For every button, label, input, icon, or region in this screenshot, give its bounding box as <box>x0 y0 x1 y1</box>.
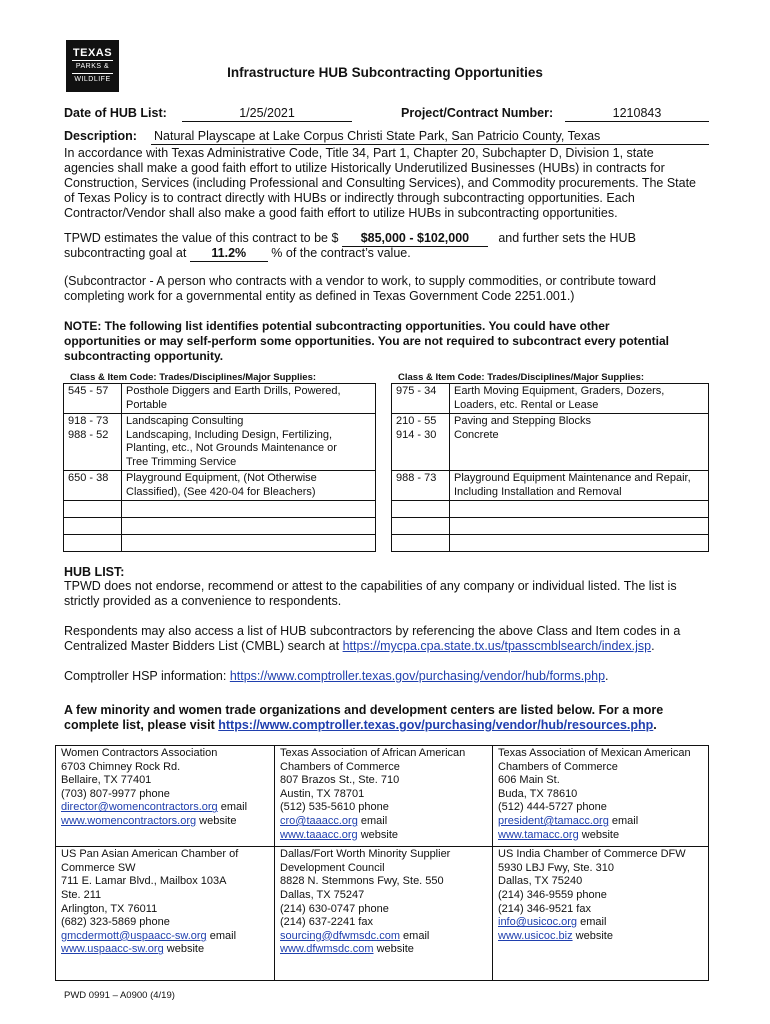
table-row <box>392 535 709 552</box>
intro-paragraph <box>64 146 714 221</box>
note-line: opportunities or may self-perform some opportunities. You are not required to subcontract every potential <box>64 334 669 348</box>
table-row <box>392 384 709 414</box>
table-row <box>64 518 376 535</box>
table-row <box>392 414 709 471</box>
hsp-link[interactable]: https://www.comptroller.texas.gov/purchasing/vendor/hub/forms.php <box>229 669 606 683</box>
class-code: 210 - 55 914 - 30 <box>392 414 450 471</box>
right-class-table <box>391 383 709 552</box>
table-row <box>392 501 709 518</box>
org-website-link[interactable]: www.taaacc.org <box>280 828 358 841</box>
table-row <box>64 535 376 552</box>
note <box>64 319 724 364</box>
org-website-link[interactable]: www.womencontractors.org <box>61 814 197 827</box>
table-row <box>56 847 709 981</box>
intro-line: In accordance with Texas Administrative Code, Title 34, Part 1, Chapter 20, Subchapter D, Division 1, state <box>64 146 654 160</box>
class-code: 975 - 34 <box>392 384 450 414</box>
subcontractor-definition <box>64 274 724 304</box>
class-code: 650 - 38 <box>64 471 122 501</box>
left-class-header: Class & Item Code: Trades/Disciplines/Major Supplies: <box>70 372 317 383</box>
project-value: 1210843 <box>565 106 709 122</box>
table-row <box>64 471 376 501</box>
goal-suffix: % of the contract’s value. <box>271 246 411 260</box>
goal-value: 11.2% <box>190 246 268 262</box>
hsp-label: Comptroller HSP information: <box>64 669 227 683</box>
org-cell: Texas Association of African American Chambers of Commerce 807 Brazos St., Ste. 710 Austin, TX 78701 (512) 535-5610 phone cro@taaacc.org email www.taaacc.org website <box>275 746 493 847</box>
definition-line: completing work for a governmental entity as defined in Texas Government Code 2251.001.) <box>64 289 575 303</box>
estimate-line <box>64 231 724 247</box>
description-value: Natural Playscape at Lake Corpus Christi State Park, San Patricio County, Texas <box>151 129 709 145</box>
logo-line3: WILDLIFE <box>74 76 111 83</box>
org-cell: US Pan Asian American Chamber of Commerce SW 711 E. Lamar Blvd., Mailbox 103A Ste. 211 Arlington, TX 76011 (682) 323-5869 phone gmcdermott@uspaacc-sw.org email www.uspaacc-sw.org website <box>56 847 275 981</box>
page-title: Infrastructure HUB Subcontracting Opportunities <box>227 65 543 80</box>
form-footer: PWD 0991 – A0900 (4/19) <box>64 990 175 1001</box>
organizations-table <box>55 745 709 981</box>
intro-line: Contractor/Vendor shall also make a good faith effort to utilize HUBs in subcontracting opportunities. <box>64 206 618 220</box>
date-label: Date of HUB List: <box>64 106 167 120</box>
org-cell: Women Contractors Association 6703 Chimney Rock Rd. Bellaire, TX 77401 (703) 807-9977 phone director@womencontractors.org email www.womencontractors.org website <box>56 746 275 847</box>
description-label: Description: <box>64 129 137 143</box>
class-description: Playground Equipment, (Not Otherwise Classified), (See 420-04 for Bleachers) <box>122 471 376 501</box>
estimate-value: $85,000 - $102,000 <box>342 231 488 247</box>
left-class-table <box>63 383 376 552</box>
class-description: Landscaping Consulting Landscaping, Including Design, Fertilizing, Planting, etc., Not Grounds Maintenance or Tree Trimming Service <box>122 414 376 471</box>
class-code: 988 - 73 <box>392 471 450 501</box>
hub-heading: HUB LIST: <box>64 565 125 579</box>
org-cell: Dallas/Fort Worth Minority Supplier Development Council 8828 N. Stemmons Fwy, Ste. 550 Dallas, TX 75247 (214) 630-0747 phone (214) 637-2241 fax sourcing@dfwmsdc.com email www.dfwmsdc.com website <box>275 847 493 981</box>
table-row <box>64 384 376 414</box>
table-row <box>392 471 709 501</box>
org-cell: Texas Association of Mexican American Chambers of Commerce 606 Main St. Buda, TX 78610 (512) 444-5727 phone president@tamacc.org email www.tamacc.org website <box>493 746 709 847</box>
class-code: 545 - 57 <box>64 384 122 414</box>
resources-link[interactable]: https://www.comptroller.texas.gov/purchasing/vendor/hub/resources.php <box>218 718 654 732</box>
estimate-prefix: TPWD estimates the value of this contract to be $ <box>64 231 339 245</box>
org-email-link[interactable]: sourcing@dfwmsdc.com <box>280 929 400 942</box>
table-row <box>56 746 709 847</box>
org-email-link[interactable]: cro@taaacc.org <box>280 814 358 827</box>
org-email-link[interactable]: info@usicoc.org <box>498 916 578 929</box>
intro-line: of Texas Policy is to contract directly with HUBs or indirectly through subcontracting opportunities. Each <box>64 191 635 205</box>
org-email-link[interactable]: president@tamacc.org <box>498 814 609 827</box>
goal-line <box>64 246 724 262</box>
note-line: subcontracting opportunity. <box>64 349 224 363</box>
org-website-link[interactable]: www.tamacc.org <box>498 828 579 841</box>
table-row <box>64 501 376 518</box>
note-line: NOTE: The following list identifies potential subcontracting opportunities. You could have other <box>64 319 610 333</box>
hub-disclaimer: TPWD does not endorse, recommend or attest to the capabilities of any company or individual listed. The list is strictly provided as a convenience to respondents. <box>64 579 677 608</box>
minority-paragraph: A few minority and women trade organizations and development centers are listed below. For a more complete list, please visit https://www.comptroller.texas.gov/purchasing/vendor/hub/resources.php. <box>64 703 664 732</box>
intro-line: Construction, Services (including Professional and Consulting Services), and Commodity procurements. The State <box>64 176 697 190</box>
date-value: 1/25/2021 <box>182 106 352 122</box>
project-label: Project/Contract Number: <box>401 106 554 120</box>
intro-line: agencies shall make a good faith effort to utilize Historically Underutilized Businesses (HUBs) in contracts for <box>64 161 665 175</box>
org-website-link[interactable]: www.uspaacc-sw.org <box>61 943 164 956</box>
class-description: Posthole Diggers and Earth Drills, Powered, Portable <box>122 384 376 414</box>
estimate-mid: and further sets the HUB <box>498 231 636 245</box>
org-website-link[interactable]: www.usicoc.biz <box>498 929 573 942</box>
class-description: Earth Moving Equipment, Graders, Dozers, Loaders, etc. Rental or Lease <box>450 384 709 414</box>
logo-line1: TEXAS <box>72 47 113 59</box>
logo-line2: PARKS & <box>75 63 110 70</box>
right-class-header: Class & Item Code: Trades/Disciplines/Major Supplies: <box>398 372 645 383</box>
table-row <box>392 518 709 535</box>
class-description: Playground Equipment Maintenance and Repair, Including Installation and Removal <box>450 471 709 501</box>
hsp-paragraph: Comptroller HSP information: https://www.comptroller.texas.gov/purchasing/vendor/hub/forms.php. <box>64 669 609 683</box>
goal-prefix: subcontracting goal at <box>64 246 187 260</box>
class-description: Paving and Stepping Blocks Concrete <box>450 414 709 471</box>
cmbl-paragraph: Respondents may also access a list of HUB subcontractors by referencing the above Class and Item codes in a Centralized Master Bidders List (CMBL) search at https://mycpa.cpa.state.tx.us/tpasscmblsearch/index.jsp. <box>64 624 681 653</box>
table-row <box>64 414 376 471</box>
org-email-link[interactable]: gmcdermott@uspaacc-sw.org <box>61 929 207 942</box>
org-email-link[interactable]: director@womencontractors.org <box>61 801 218 814</box>
definition-line: (Subcontractor - A person who contracts with a vendor to work, to supply commodities, or contribute toward <box>64 274 656 288</box>
org-website-link[interactable]: www.dfwmsdc.com <box>280 943 374 956</box>
class-code: 918 - 73 988 - 52 <box>64 414 122 471</box>
cmbl-link[interactable]: https://mycpa.cpa.state.tx.us/tpasscmblsearch/index.jsp <box>342 639 652 653</box>
org-cell: US India Chamber of Commerce DFW 5930 LBJ Fwy, Ste. 310 Dallas, TX 75240 (214) 346-9559 phone (214) 346-9521 fax info@usicoc.org email www.usicoc.biz website <box>493 847 709 981</box>
